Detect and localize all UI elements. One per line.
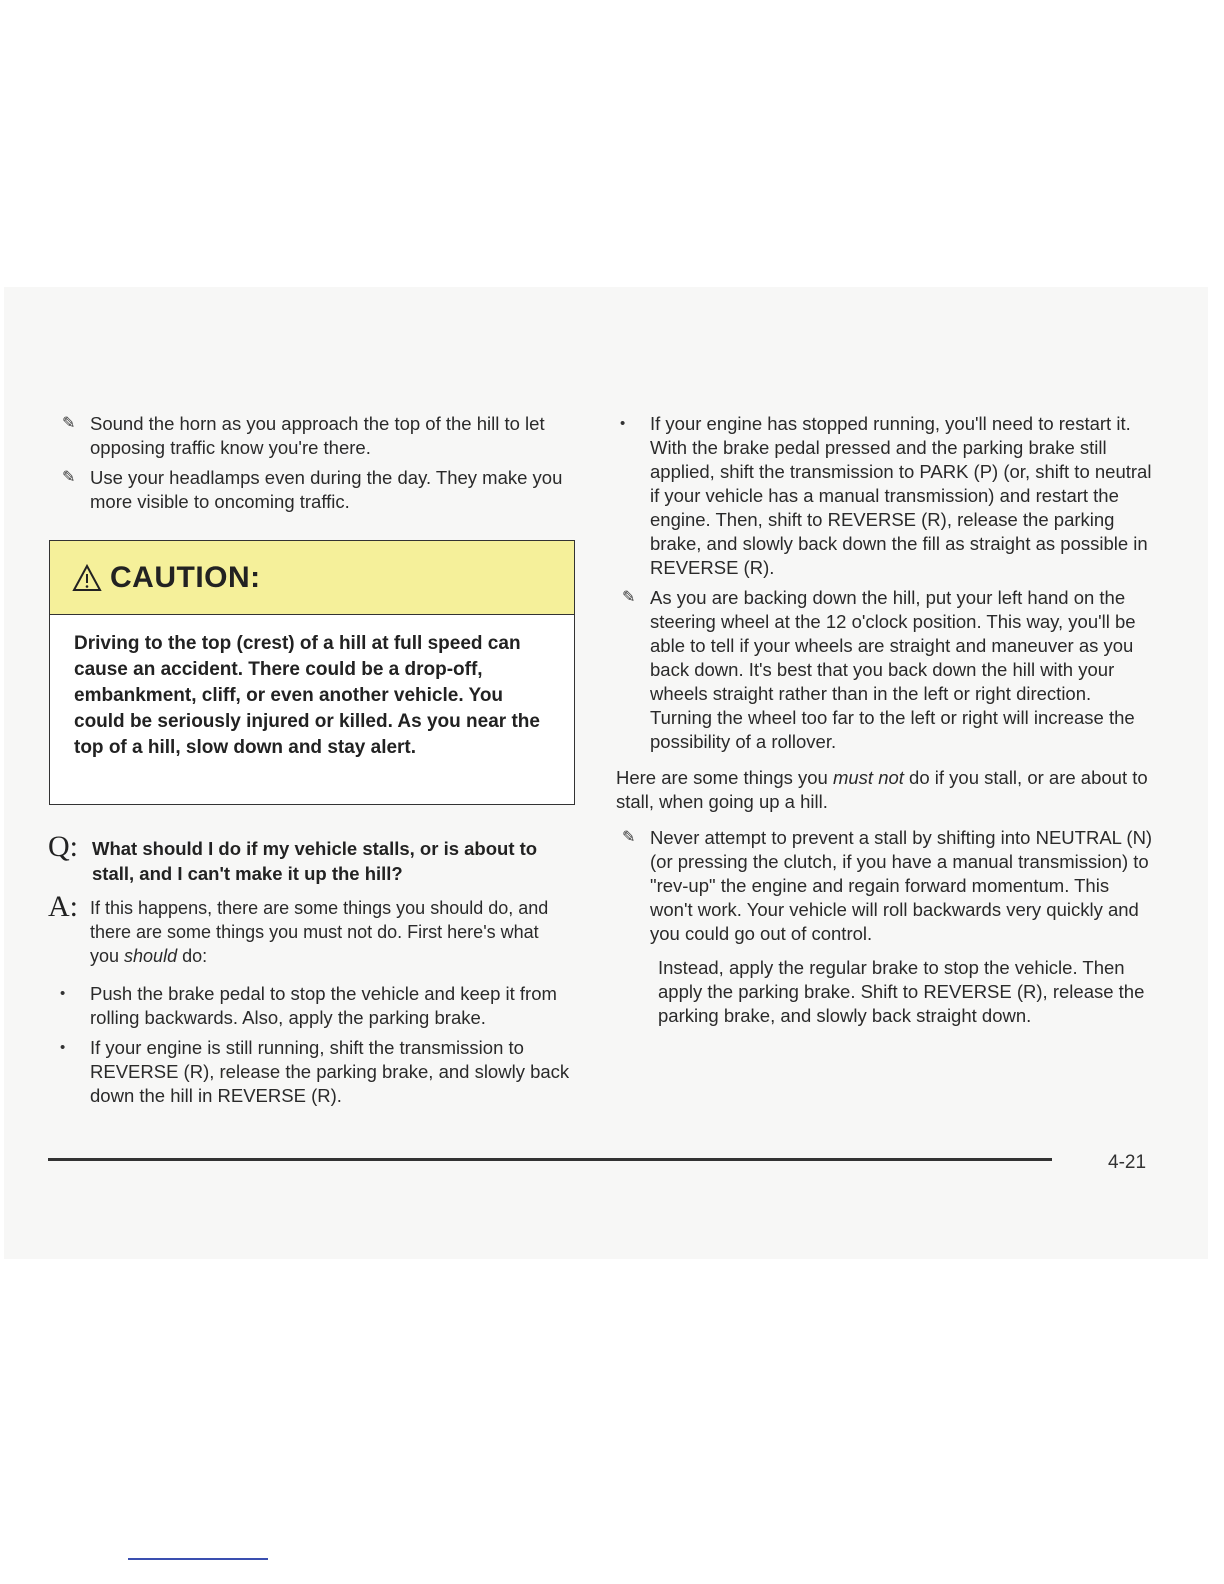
question-block — [48, 830, 568, 886]
list-item — [616, 586, 1156, 754]
answer-text-part: do: — [177, 946, 208, 966]
list-item — [616, 826, 1156, 946]
left-column-bottom — [56, 982, 576, 1114]
caution-box — [49, 540, 575, 805]
page-number: 4-21 — [1108, 1152, 1147, 1173]
left-column-top — [56, 412, 576, 520]
paragraph-text-part: do if you stall, or are about to stall, when going up a hill. — [616, 767, 1148, 812]
bullet-dot-icon: • — [60, 1039, 66, 1056]
list-item-text: Never attempt to prevent a stall by shifting into NEUTRAL (N) (or pressing the clutch, if you have a manual transmission) to "rev-up" the engine and regain forward momentum. This won't work. Your vehicle will roll backwards very quickly and you could go out of control. — [650, 827, 1153, 944]
caution-title: CAUTION: — [110, 560, 261, 594]
caution-body: Driving to the top (crest) of a hill at full speed can cause an accident. There could be a drop-off, embankment, cliff, or even another vehicle. You could be seriously injured or killed. As you near the top of a hill, slow down and stay alert. — [74, 633, 540, 758]
warning-triangle-icon — [72, 564, 102, 592]
list-item — [616, 412, 1156, 580]
instead-paragraph: Instead, apply the regular brake to stop the vehicle. Then apply the parking brake. Shift to REVERSE (R), release the parking brake, and slowly back straight down. — [658, 957, 1145, 1026]
list-item-text: If your engine has stopped running, you'll need to restart it. With the brake pedal pressed and the parking brake still applied, shift the transmission to PARK (P) (or, shift to neutral if your vehicle has a manual transmission) and restart the engine. Then, shift to REVERSE (R), release the parking brake, and slowly back down the fill as straight as possible in REVERSE (R). — [650, 413, 1152, 578]
tip-bullet-icon: ✎ — [62, 415, 76, 432]
question-letter: Q: — [48, 830, 78, 863]
footer-rule — [48, 1158, 1052, 1161]
list-item — [56, 982, 576, 1030]
question-text: What should I do if my vehicle stalls, or is about to stall, and I can't make it up the hill? — [92, 838, 538, 884]
answer-text — [90, 896, 568, 968]
tip-bullet-icon: ✎ — [622, 829, 636, 846]
tip-bullet-icon: ✎ — [62, 469, 76, 486]
bullet-dot-icon: • — [620, 415, 626, 432]
paragraph-emphasis: must not — [832, 767, 904, 788]
answer-letter: A: — [48, 890, 78, 923]
answer-block — [48, 890, 568, 968]
caution-header — [50, 541, 574, 615]
list-item-text: Use your headlamps even during the day. They make you more visible to oncoming traffic. — [90, 467, 563, 512]
list-item-text: If your engine is still running, shift the transmission to REVERSE (R), release the parking brake, and slowly back down the hill in REVERSE (R). — [90, 1037, 570, 1106]
list-item-text: Push the brake pedal to stop the vehicle and keep it from rolling backwards. Also, apply the parking brake. — [90, 983, 557, 1028]
tip-bullet-icon: ✎ — [622, 589, 636, 606]
list-item-text: Sound the horn as you approach the top of the hill to let opposing traffic know you're there. — [90, 413, 545, 458]
list-item — [56, 412, 576, 460]
list-item-text: As you are backing down the hill, put your left hand on the steering wheel at the 12 o'clock position. This way, you'll be able to tell if your wheels are straight and maneuver as you back down. It's best that you back down the hill with your wheels straight rather than in the left or right direction. Turning the wheel too far to the left or right will increase the possibility of a rollover. — [650, 587, 1136, 752]
answer-emphasis: should — [124, 946, 178, 966]
bullet-dot-icon: • — [60, 985, 66, 1002]
paragraph-text-part: Here are some things you — [616, 767, 833, 788]
list-item — [56, 466, 576, 514]
answer-text-part: If this happens, there are some things you should do, and there are some things you must not do. First here's what you — [90, 898, 549, 966]
footer-link-underline — [128, 1558, 268, 1560]
right-column — [616, 412, 1156, 1040]
list-item — [56, 1036, 576, 1108]
must-not-paragraph — [616, 766, 1156, 814]
